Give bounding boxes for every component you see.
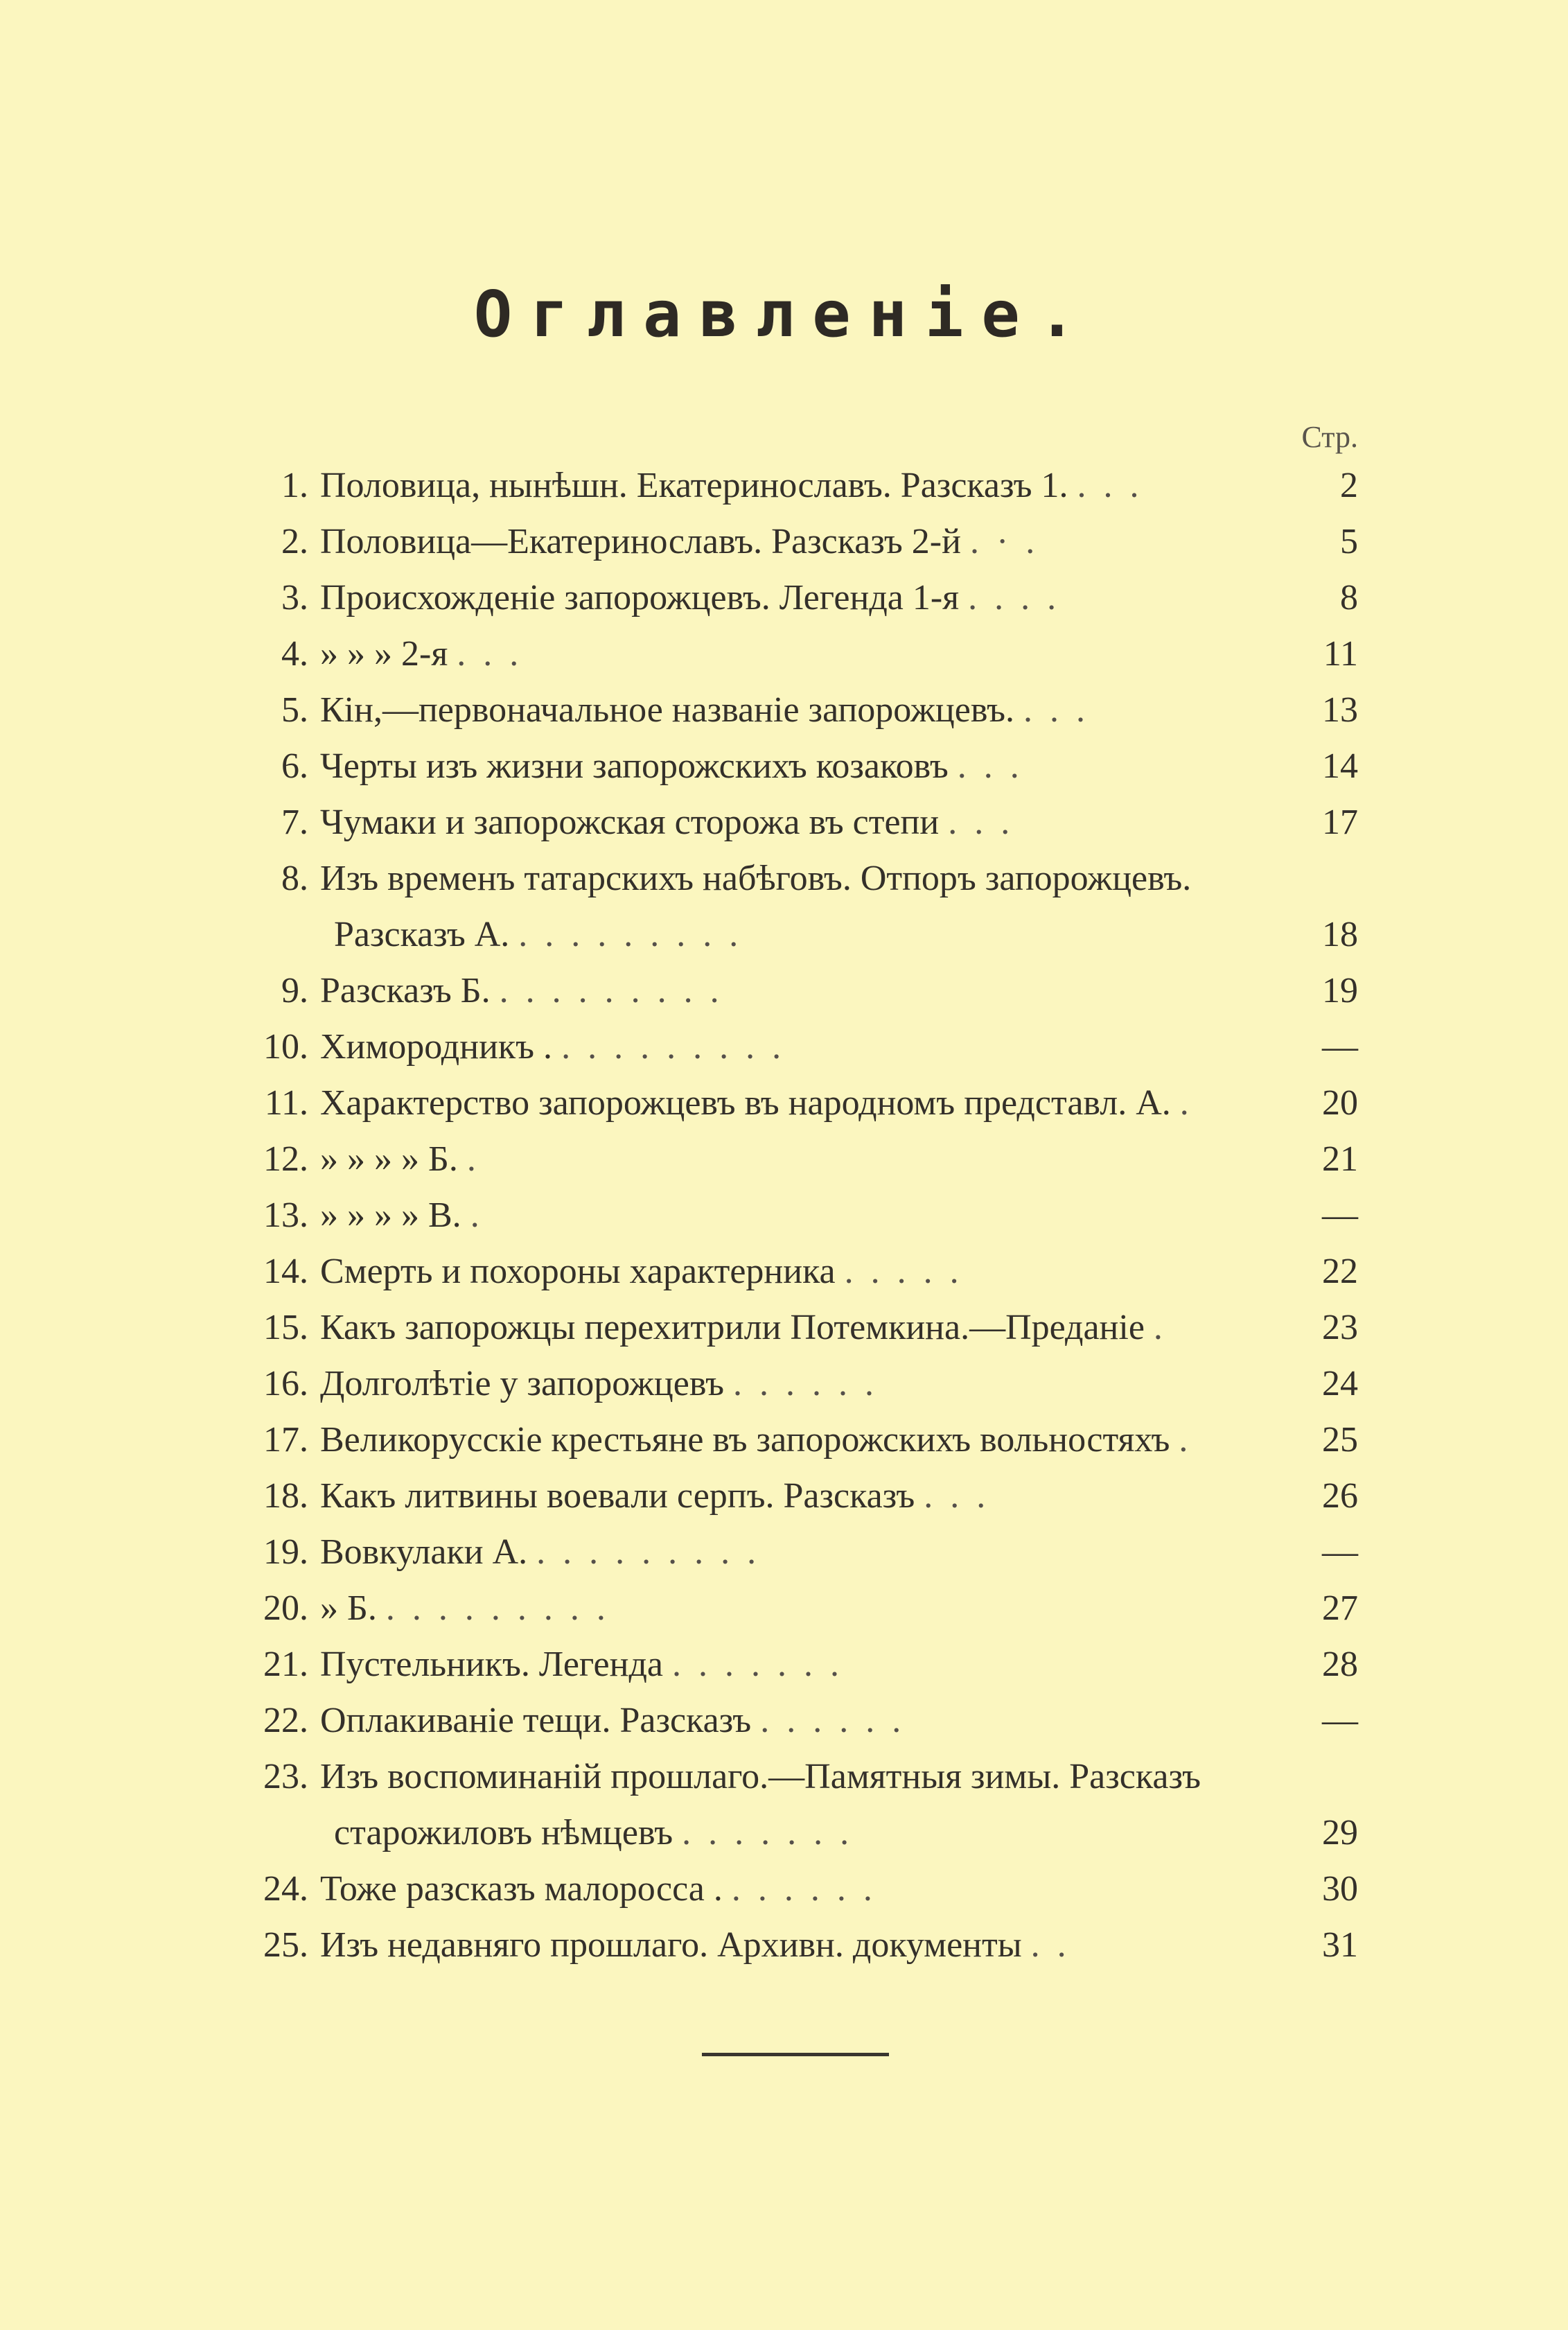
entry-title	[320, 1749, 1268, 1861]
entry-number: 19.	[263, 1532, 308, 1572]
entry-title-text: Изъ недавняго прошлаго. Архивн. документы	[320, 1925, 1022, 1965]
toc-entry	[229, 1468, 1365, 1524]
entry-leader-dots: . . . . . . . . .	[561, 1027, 786, 1067]
entry-title-text: Смерть и похороны характерника	[320, 1252, 836, 1291]
entry-page-number: 31	[1322, 1925, 1358, 1965]
toc-entry	[229, 457, 1365, 514]
entry-leader-dots: . . .	[957, 746, 1023, 786]
toc-entry	[229, 1692, 1365, 1749]
toc-entry	[229, 570, 1365, 626]
entry-title	[320, 1692, 1268, 1749]
toc-entry	[229, 1356, 1365, 1412]
entry-title	[320, 1468, 1268, 1524]
entry-leader-dots: . . .	[948, 803, 1014, 842]
entry-title	[320, 457, 1268, 514]
toc-entry	[229, 738, 1365, 794]
entry-page-number: 26	[1322, 1476, 1358, 1516]
entry-title-text: Великорусскіе крестьяне въ запорожскихъ вольностяхъ	[320, 1420, 1170, 1460]
entry-page-number: —	[1322, 1532, 1358, 1572]
entry-title	[320, 514, 1268, 570]
entry-number: 12.	[263, 1139, 308, 1179]
entry-number: 20.	[263, 1588, 308, 1628]
entry-number: 3.	[281, 578, 308, 617]
entry-page-number: 20	[1322, 1083, 1358, 1123]
entry-title-text: Долголѣтіе у запорожцевъ	[320, 1364, 724, 1403]
entry-title	[320, 1131, 1268, 1187]
entry-title	[320, 1412, 1268, 1468]
entry-number: 23.	[263, 1757, 308, 1796]
toc-entry	[229, 682, 1365, 738]
entry-leader-dots: . .	[1030, 1925, 1071, 1965]
entry-leader-dots: . . .	[924, 1476, 990, 1516]
entry-page-number: —	[1322, 1027, 1358, 1067]
toc-entry	[229, 1299, 1365, 1356]
entry-leader-dots: . . .	[457, 634, 523, 674]
entry-leader-dots: . . . .	[968, 578, 1061, 617]
entry-page-number: 29	[1322, 1813, 1358, 1852]
entry-title-continuation: старожиловъ нѣмцевъ	[334, 1813, 673, 1852]
table-of-contents	[229, 457, 1365, 1973]
entry-number: 11.	[264, 1083, 308, 1123]
entry-title-text: Тоже разсказъ малоросса .	[320, 1869, 723, 1909]
entry-number: 15.	[263, 1308, 308, 1347]
entry-number: 17.	[263, 1420, 308, 1460]
entry-title-text: Пустельникъ. Легенда	[320, 1645, 663, 1684]
entry-leader-dots: . . . . . . .	[682, 1813, 854, 1852]
toc-entry	[229, 850, 1365, 963]
entry-number: 7.	[281, 803, 308, 842]
entry-title	[320, 1524, 1268, 1580]
entry-page-number: —	[1322, 1195, 1358, 1235]
entry-leader-dots: . · .	[969, 522, 1039, 561]
entry-number: 1.	[281, 466, 308, 505]
toc-entry	[229, 1861, 1365, 1917]
toc-entry	[229, 1580, 1365, 1636]
entry-title	[320, 738, 1268, 794]
entry-number: 8.	[281, 859, 308, 898]
entry-title-text: Кін,—первоначальное названіе запорожцевъ.	[320, 690, 1014, 730]
entry-leader-dots: .	[466, 1139, 480, 1179]
entry-title-text: Черты изъ жизни запорожскихъ козаковъ	[320, 746, 949, 786]
entry-page-number: 25	[1322, 1420, 1358, 1460]
entry-leader-dots: . . .	[1077, 466, 1143, 505]
entry-title-text: Какъ литвины воевали серпъ. Разсказъ	[320, 1476, 915, 1516]
entry-title	[320, 1580, 1268, 1636]
entry-title-continuation: Разсказъ А.	[334, 915, 510, 954]
entry-title-text: » » » » В.	[320, 1195, 461, 1235]
entry-number: 14.	[263, 1252, 308, 1291]
entry-title-text: Химородникъ .	[320, 1027, 553, 1067]
entry-title	[320, 570, 1268, 626]
entry-leader-dots: .	[1179, 1420, 1192, 1460]
entry-page-number: 2	[1340, 466, 1358, 505]
entry-number: 10.	[263, 1027, 308, 1067]
entry-number: 16.	[263, 1364, 308, 1403]
entry-page-number: 5	[1340, 522, 1358, 561]
entry-number: 24.	[263, 1869, 308, 1909]
entry-leader-dots: .	[1153, 1308, 1167, 1347]
entry-page-number: 11	[1323, 634, 1358, 674]
entry-leader-dots: . . . . . . . . .	[499, 971, 723, 1010]
entry-title-text: Какъ запорожцы перехитрили Потемкина.—Преданіе	[320, 1308, 1145, 1347]
toc-entry	[229, 1636, 1365, 1692]
entry-page-number: 30	[1322, 1869, 1358, 1909]
entry-number: 2.	[281, 522, 308, 561]
entry-leader-dots: . . .	[1023, 690, 1089, 730]
entry-number: 21.	[263, 1645, 308, 1684]
entry-title	[320, 1356, 1268, 1412]
entry-title-text: Разсказъ Б.	[320, 971, 491, 1010]
entry-leader-dots: .	[470, 1195, 484, 1235]
entry-page-number: 14	[1322, 746, 1358, 786]
entry-page-number: 21	[1322, 1139, 1358, 1179]
page-title: Оглавленіе.	[473, 277, 1095, 351]
toc-entry	[229, 626, 1365, 682]
entry-title-text: » Б.	[320, 1588, 377, 1628]
entry-leader-dots: . . . . . .	[732, 1364, 878, 1403]
entry-page-number: 17	[1322, 803, 1358, 842]
entry-title-text: Характерство запорожцевъ въ народномъ представл. А.	[320, 1083, 1171, 1123]
entry-number: 13.	[263, 1195, 308, 1235]
entry-page-number: 24	[1322, 1364, 1358, 1403]
entry-title	[320, 1019, 1268, 1075]
entry-number: 5.	[281, 690, 308, 730]
entry-leader-dots: . . . . . . . . .	[536, 1532, 761, 1572]
toc-entry	[229, 794, 1365, 850]
page-column-header: Стр.	[1301, 420, 1358, 454]
toc-entry	[229, 1412, 1365, 1468]
toc-entry	[229, 1075, 1365, 1131]
entry-title	[320, 963, 1268, 1019]
entry-title	[320, 1917, 1268, 1973]
entry-number: 25.	[263, 1925, 308, 1965]
toc-entry	[229, 1749, 1365, 1861]
toc-entry	[229, 1524, 1365, 1580]
entry-title-text: » » » » Б.	[320, 1139, 458, 1179]
toc-entry	[229, 1019, 1365, 1075]
entry-title	[320, 1861, 1268, 1917]
entry-title	[320, 1636, 1268, 1692]
entry-title	[320, 850, 1268, 963]
entry-title-text: Происхожденіе запорожцевъ. Легенда 1-я	[320, 578, 960, 617]
entry-title-text: Изъ временъ татарскихъ набѣговъ. Отпоръ запорожцевъ.	[320, 859, 1192, 898]
entry-page-number: 8	[1340, 578, 1358, 617]
entry-number: 9.	[281, 971, 308, 1010]
entry-leader-dots: . . . . . .	[760, 1701, 906, 1740]
toc-entry	[229, 1243, 1365, 1299]
entry-title-text: Чумаки и запорожская сторожа въ степи	[320, 803, 940, 842]
entry-page-number: 18	[1322, 915, 1358, 954]
entry-page-number: 23	[1322, 1308, 1358, 1347]
entry-title	[320, 626, 1268, 682]
entry-leader-dots: .	[1179, 1083, 1193, 1123]
toc-entry	[229, 1917, 1365, 1973]
entry-leader-dots: . . . . . . .	[672, 1645, 843, 1684]
entry-leader-dots: . . . . . . . . .	[385, 1588, 610, 1628]
toc-entry	[229, 1131, 1365, 1187]
entry-title-text: Изъ воспоминаній прошлаго.—Памятныя зимы. Разсказъ	[320, 1757, 1201, 1796]
entry-page-number: 28	[1322, 1645, 1358, 1684]
toc-entry	[229, 963, 1365, 1019]
entry-title	[320, 1243, 1268, 1299]
entry-leader-dots: . . . . .	[844, 1252, 963, 1291]
entry-title-text: Оплакиваніе тещи. Разсказъ	[320, 1701, 752, 1740]
entry-page-number: 19	[1322, 971, 1358, 1010]
toc-entry	[229, 1187, 1365, 1243]
entry-page-number: 13	[1322, 690, 1358, 730]
entry-leader-dots: . . . . . . . . .	[518, 915, 743, 954]
entry-title	[320, 1075, 1268, 1131]
entry-number: 22.	[263, 1701, 308, 1740]
entry-number: 4.	[281, 634, 308, 674]
toc-entry	[229, 514, 1365, 570]
entry-title	[320, 1187, 1268, 1243]
entry-title	[320, 1299, 1268, 1356]
entry-title	[320, 682, 1268, 738]
entry-title	[320, 794, 1268, 850]
entry-number: 18.	[263, 1476, 308, 1516]
entry-page-number: —	[1322, 1701, 1358, 1740]
closing-rule	[702, 2053, 889, 2056]
entry-page-number: 27	[1322, 1588, 1358, 1628]
entry-title-text: Вовкулаки А.	[320, 1532, 528, 1572]
entry-title-text: Половица, нынѣшн. Екатеринославъ. Разсказъ 1.	[320, 466, 1068, 505]
entry-number: 6.	[281, 746, 308, 786]
entry-leader-dots: . . . . . .	[731, 1869, 877, 1909]
entry-title-text: Половица—Екатеринославъ. Разсказъ 2-й	[320, 522, 961, 561]
entry-page-number: 22	[1322, 1252, 1358, 1291]
entry-title-text: » » » 2-я	[320, 634, 448, 674]
